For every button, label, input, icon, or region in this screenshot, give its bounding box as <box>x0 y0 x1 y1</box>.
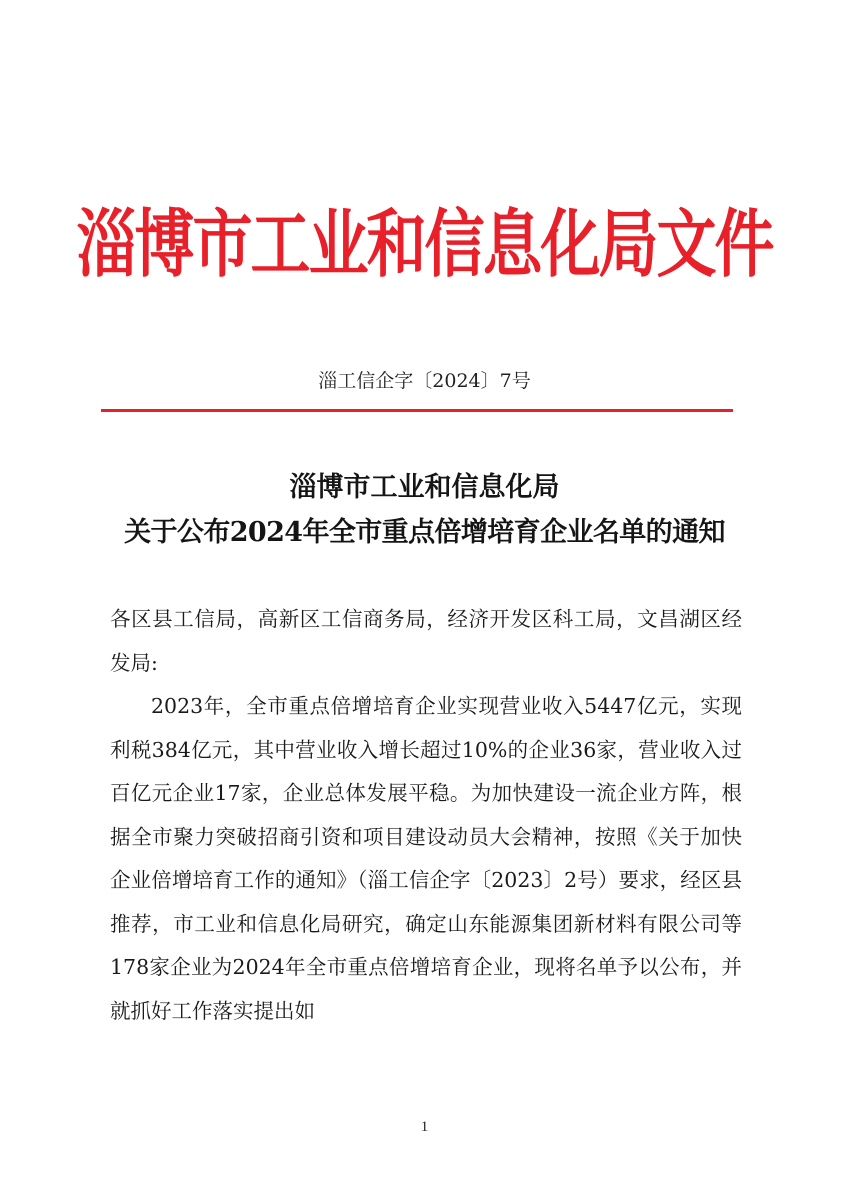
notice-body <box>110 598 742 1033</box>
document-number: 淄工信企字〔2024〕7号 <box>318 370 531 392</box>
notice-title-line1: 淄博市工业和信息化局 <box>289 472 560 503</box>
page-number: 1 <box>420 1119 429 1135</box>
body-paragraph: 2023年，全市重点倍增培育企业实现营业收入5447亿元，实现利税384亿元，其中营业收入增长超过10%的企业36家，营业收入过百亿元企业17家，企业总体发展平稳。为加快建设一流企业方阵，根据全市聚力突破招商引资和项目建设动员大会精神，按照《关于加快企业倍增培育工作的通知》（淄工信企字〔2023〕2号）要求，经区县推荐，市工业和信息化局研究，确定山东能源集团新材料有限公司等178家企业为2024年全市重点倍增培育企业，现将名单予以公布，并就抓好工作落实提出如 <box>110 694 742 1023</box>
red-divider-line <box>101 409 733 412</box>
notice-title-line2: 关于公布2024年全市重点倍增培育企业名单的通知 <box>124 517 725 548</box>
addressee: 各区县工信局，高新区工信商务局，经济开发区科工局，文昌湖区经发局: <box>110 607 742 675</box>
masthead-title: 淄博市工业和信息化局文件 <box>76 202 773 288</box>
